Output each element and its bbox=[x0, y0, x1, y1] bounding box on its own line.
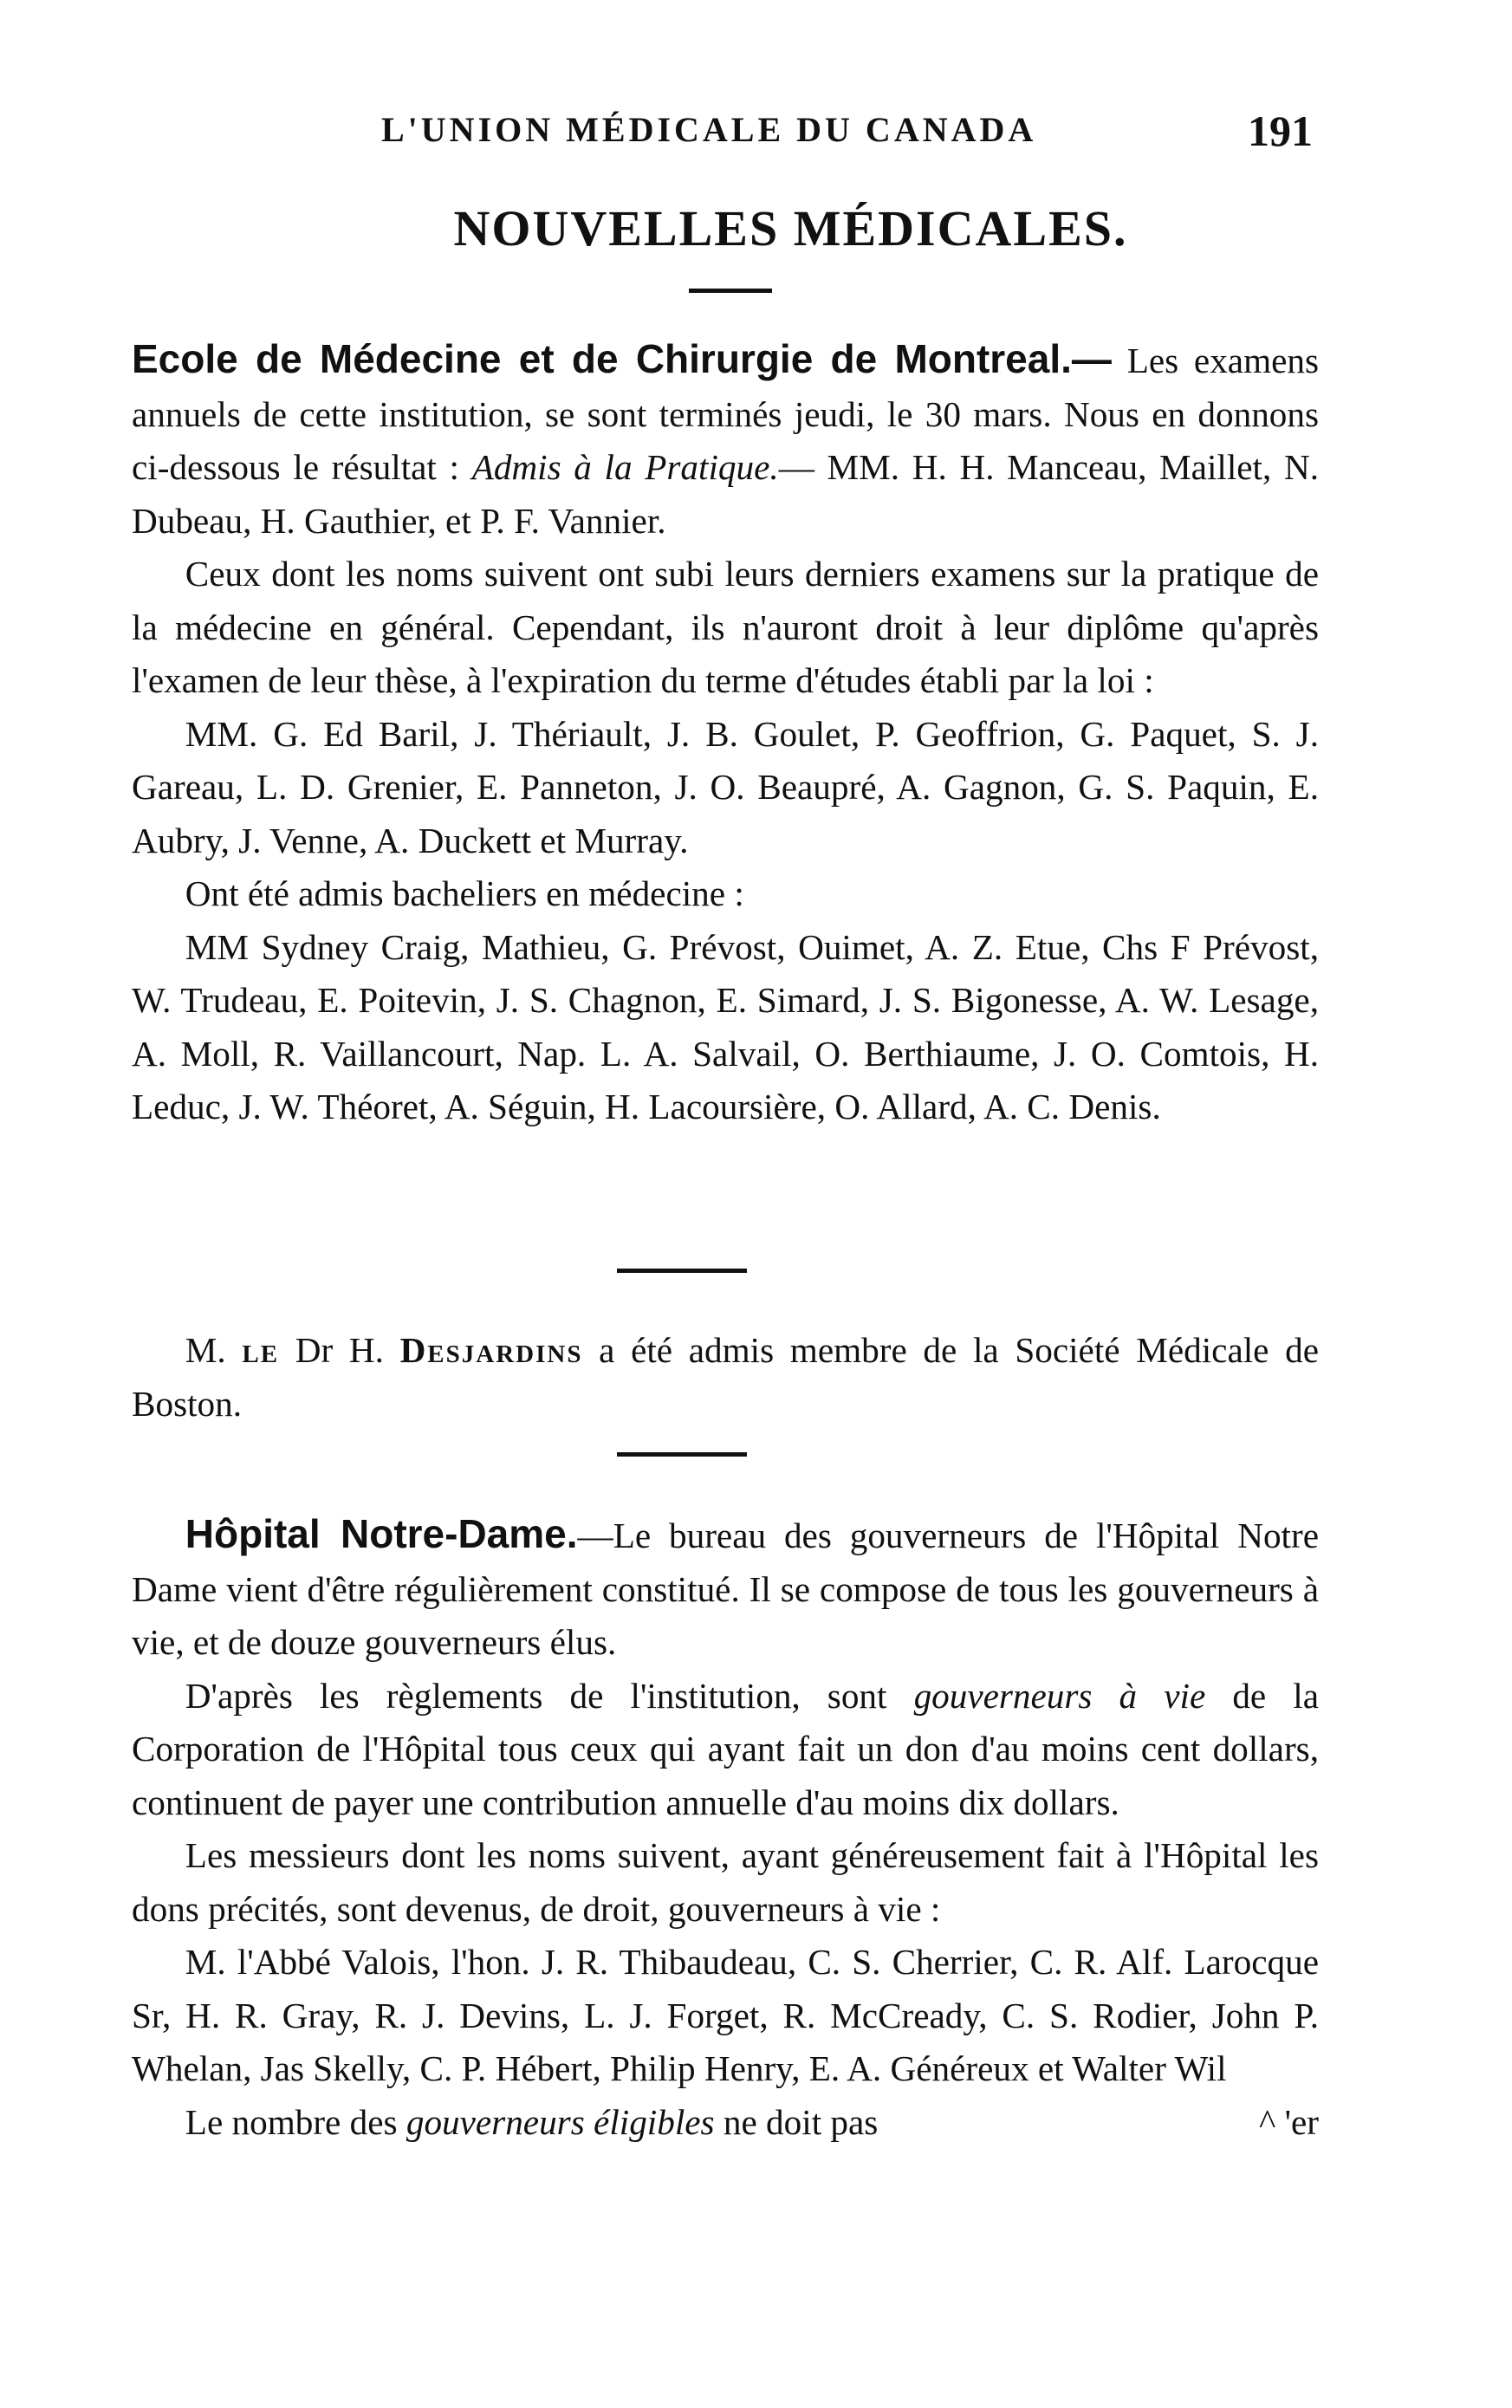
reglements-text-b: de la Corporation de l'Hôpital tous ceux qui ayant fait un don d'au moins cent dollars, continuent de payer une contribution annuelle d'au moins dix dollars. bbox=[132, 1675, 1319, 1822]
desjardins-le: le bbox=[242, 1330, 280, 1370]
eligibles-tail: ^ 'er bbox=[1258, 2101, 1319, 2142]
desjardins-paragraph bbox=[132, 1324, 1319, 1431]
section-divider-1 bbox=[617, 1269, 747, 1273]
hopital-intro: —Le bureau des gouverneurs de l'Hôpital Notre Dame vient d'être régulièrement constitué. Il se compose de tous les gouverneurs à vie, et de douze gouverneurs élus. bbox=[132, 1516, 1320, 1662]
ecole-heading: Ecole de Médecine et de Chirurgie de Montreal.— bbox=[132, 336, 1112, 381]
ecole-paragraph-candidats: MM. G. Ed Baril, J. Thériault, J. B. Goulet, P. Geoffrion, G. Paquet, S. J. Gareau, L. D. Grenier, E. Panneton, J. O. Beaupré, A. Gagnon, G. S. Paquin, E. Aubry, J. Venne, A. Duckett et Murray. bbox=[132, 713, 1319, 860]
hopital-paragraph-reglements bbox=[132, 1670, 1319, 1830]
section-divider-2 bbox=[617, 1452, 747, 1457]
desjardins-prefix: M. bbox=[185, 1330, 243, 1370]
article-ecole-medecine bbox=[132, 333, 1319, 1134]
desjardins-rest: a été admis membre de la Société Médicale de Boston. bbox=[132, 1330, 1319, 1424]
article-hopital-notre-dame bbox=[132, 1508, 1319, 2149]
running-head bbox=[130, 109, 1313, 161]
desjardins-initial: H. bbox=[333, 1330, 400, 1370]
desjardins-dr: Dr bbox=[279, 1330, 334, 1370]
ecole-paragraph-bacheliers-intro: Ont été admis bacheliers en médecine : bbox=[185, 873, 744, 913]
hopital-paragraph-donateurs: Les messieurs dont les noms suivent, ayant généreusement fait à l'Hôpital les dons précités, sont devenus, de droit, gouverneurs à vie : bbox=[132, 1835, 1319, 1929]
ecole-paragraph-examens: Ceux dont les noms suivent ont subi leurs derniers examens sur la pratique de la médecine en général. Cependant, ils n'auront droit à leur diplôme qu'après l'examen de leur thèse, à l'expiration du terme d'études établi par la loi : bbox=[132, 554, 1319, 700]
ecole-intro-paragraph bbox=[132, 333, 1319, 548]
reglements-italic: gouverneurs à vie bbox=[913, 1675, 1206, 1716]
reglements-text-a: D'après les règlements de l'institution, sont bbox=[185, 1675, 914, 1716]
section-title: NOUVELLES MÉDICALES. bbox=[453, 200, 1128, 256]
ecole-paragraph-bacheliers: MM Sydney Craig, Mathieu, G. Prévost, Ouimet, A. Z. Etue, Chs F Prévost, W. Trudeau, E. Poitevin, J. S. Chagnon, E. Simard, J. S. Bigonesse, A. W. Lesage, A. Moll, R. Vaillancourt, Nap. L. A. Salvail, O. Berthiaume, J. O. Comtois, H. Leduc, J. W. Théoret, A. Séguin, H. Lacoursière, O. Allard, A. C. Denis. bbox=[132, 926, 1319, 1126]
hopital-paragraph-gouverneurs: M. l'Abbé Valois, l'hon. J. R. Thibaudeau, C. S. Cherrier, C. R. Alf. Larocque Sr, H. R. Gray, R. J. Devins, L. J. Forget, R. McCready, C. S. Rodier, John P. Whelan, Jas Skelly, C. P. Hébert, Philip Henry, E. A. Généreux et Walter Wil bbox=[132, 1942, 1319, 2088]
page-number: 191 bbox=[1248, 107, 1313, 155]
hopital-heading: Hôpital Notre-Dame. bbox=[185, 1511, 578, 1556]
hopital-intro-paragraph bbox=[132, 1508, 1319, 1670]
article-desjardins bbox=[132, 1324, 1319, 1431]
ecole-intro: Les examens annuels de cette institution, se sont terminés jeudi, le 30 mars. Nous en donnons ci-dessous le résultat : bbox=[132, 341, 1320, 487]
desjardins-name: Desjardins bbox=[399, 1330, 583, 1370]
hopital-paragraph-eligibles bbox=[132, 2096, 1319, 2150]
eligibles-text-b: ne doit pas bbox=[714, 2101, 879, 2142]
pratique-names: — MM. H. H. Manceau, Maillet, N. Dubeau, H. Gauthier, et P. F. Vannier. bbox=[132, 447, 1319, 541]
journal-name: L'UNION MÉDICALE DU CANADA bbox=[381, 110, 1037, 149]
eligibles-text-a: Le nombre des bbox=[185, 2101, 406, 2142]
pratique-label: Admis à la Pratique. bbox=[471, 447, 779, 487]
eligibles-italic: gouverneurs éligibles bbox=[406, 2101, 715, 2142]
title-rule bbox=[689, 289, 772, 293]
